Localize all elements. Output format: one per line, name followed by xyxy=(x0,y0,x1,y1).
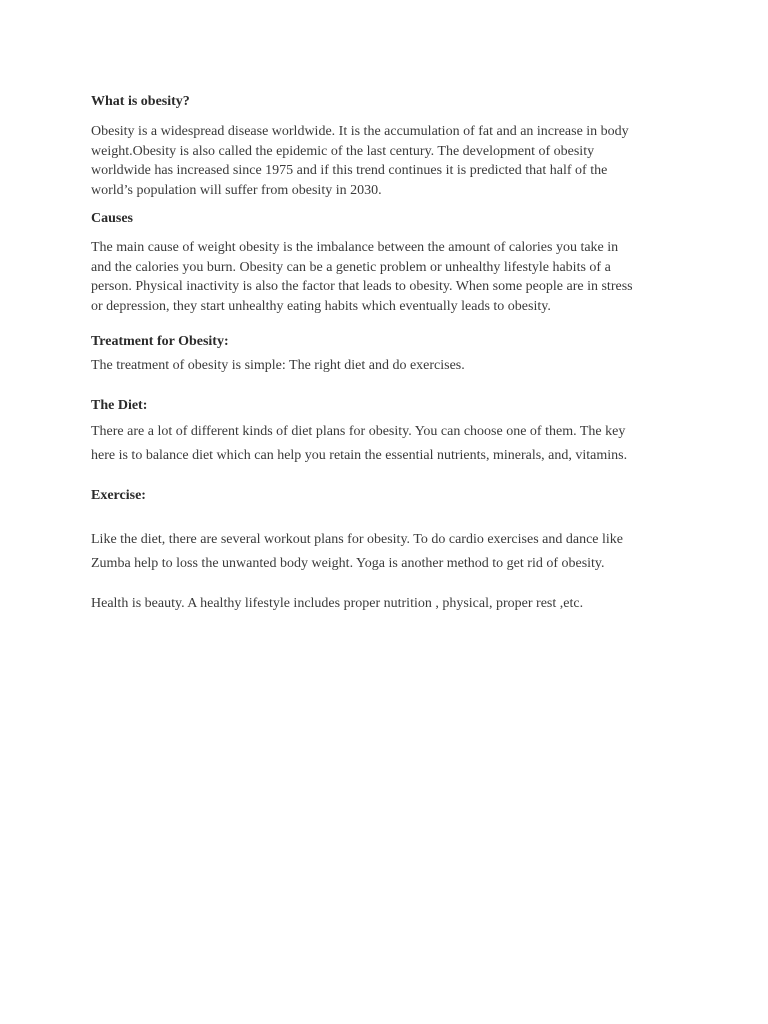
paragraph-line: worldwide has increased since 1975 and if this trend continues it is predicted that half of the xyxy=(91,163,608,178)
paragraph-line: or depression, they start unhealthy eating habits which eventually leads to obesity. xyxy=(91,298,551,314)
section-paragraph-treatment xyxy=(91,356,651,376)
section-paragraph-causes xyxy=(91,238,651,316)
section-heading-causes: Causes xyxy=(91,211,134,226)
paragraph-line: here is to balance diet which can help you retain the essential nutrients, minerals, and, vitamins. xyxy=(91,448,628,463)
paragraph-line: world’s population will suffer from obesity in 2030. xyxy=(91,182,382,198)
paragraph-line: The main cause of weight obesity is the imbalance between the amount of calories you take in xyxy=(91,240,619,255)
paragraph-line: and the calories you burn. Obesity can be a genetic problem or unhealthy lifestyle habits of a xyxy=(91,259,611,275)
paragraph-line: There are a lot of different kinds of diet plans for obesity. You can choose one of them. The key xyxy=(91,424,626,439)
section-paragraph-diet xyxy=(91,420,651,468)
section-paragraph-exercise xyxy=(91,528,651,576)
paragraph-line: weight.Obesity is also called the epidemic of the last century. The development of obesity xyxy=(91,143,595,159)
section-paragraph-what-is-obesity xyxy=(91,122,651,200)
section-heading-exercise: Exercise: xyxy=(91,488,146,503)
section-heading-diet: The Diet: xyxy=(91,398,148,413)
paragraph-line: person. Physical inactivity is also the factor that leads to obesity. When some people are in stress xyxy=(91,279,633,294)
section-heading-treatment: Treatment for Obesity: xyxy=(91,334,229,349)
closing-paragraph xyxy=(91,594,651,614)
paragraph-line: Obesity is a widespread disease worldwide. It is the accumulation of fat and an increase in body xyxy=(91,124,629,139)
paragraph-line: Zumba help to loss the unwanted body weight. Yoga is another method to get rid of obesity. xyxy=(91,556,605,571)
paragraph-line: The treatment of obesity is simple: The right diet and do exercises. xyxy=(91,358,465,373)
section-heading-what-is-obesity: What is obesity? xyxy=(91,94,190,109)
paragraph-line: Health is beauty. A healthy lifestyle includes proper nutrition , physical, proper rest ,etc. xyxy=(91,596,584,611)
paragraph-line: Like the diet, there are several workout plans for obesity. To do cardio exercises and dance like xyxy=(91,532,623,547)
